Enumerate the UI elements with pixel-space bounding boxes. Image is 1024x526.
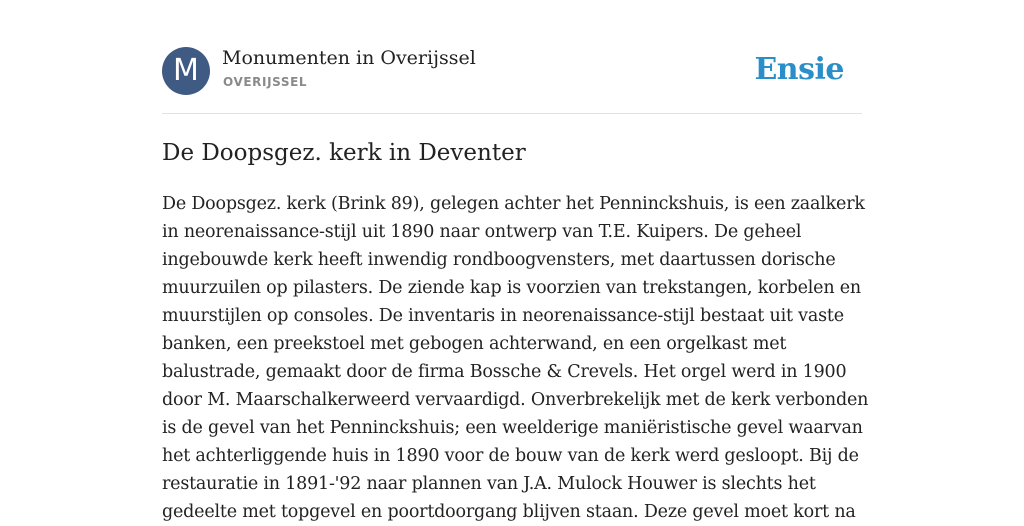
brand-logo[interactable]: Ensie [754,52,844,87]
article-body-line: muurzuilen op pilasters. De ziende kap is voorzien van trekstangen, korbelen en [162,278,862,298]
article-body-line: het achterliggende huis in 1890 voor de bouw van de kerk werd gesloopt. Bij de [162,446,859,466]
article-body-line: is de gevel van het Penninckshuis; een weelderige maniëristische gevel waarvan [162,418,863,438]
article-body-line: De Doopsgez. kerk (Brink 89), gelegen achter het Penninckshuis, is een zaalkerk [162,194,865,214]
article-body-line: door M. Maarschalkerweerd vervaardigd. Onverbrekelijk met de kerk verbonden [162,390,869,410]
header-divider [162,113,862,114]
article-body-line: muurstijlen op consoles. De inventaris in neorenaissance-stijl bestaat uit vaste [162,306,844,326]
avatar[interactable]: M [162,47,210,95]
article-page [162,0,869,522]
article-body-line: ingebouwde kerk heeft inwendig rondboogvensters, met daartussen dorische [162,250,836,270]
article-body-line: gedeelte met topgevel en poortdoorgang blijven staan. Deze gevel moet kort na [162,502,856,522]
source-subtitle-link[interactable]: OVERIJSSEL [223,75,308,89]
article-body-line: in neorenaissance-stijl uit 1890 naar ontwerp van T.E. Kuipers. De geheel [162,222,802,242]
article-body-line: restauratie in 1891-'92 naar plannen van J.A. Mulock Houwer is slechts het [162,474,816,494]
article-title: De Doopsgez. kerk in Deventer [162,140,526,166]
article-body [162,190,869,526]
source-header [162,46,862,96]
article-body-line: balustrade, gemaakt door de firma Bossche & Crevels. Het orgel werd in 1900 [162,362,847,382]
source-title-link[interactable]: Monumenten in Overijssel [222,47,476,69]
article-body-line: banken, een preekstoel met gebogen achterwand, en een orgelkast met [162,334,787,354]
